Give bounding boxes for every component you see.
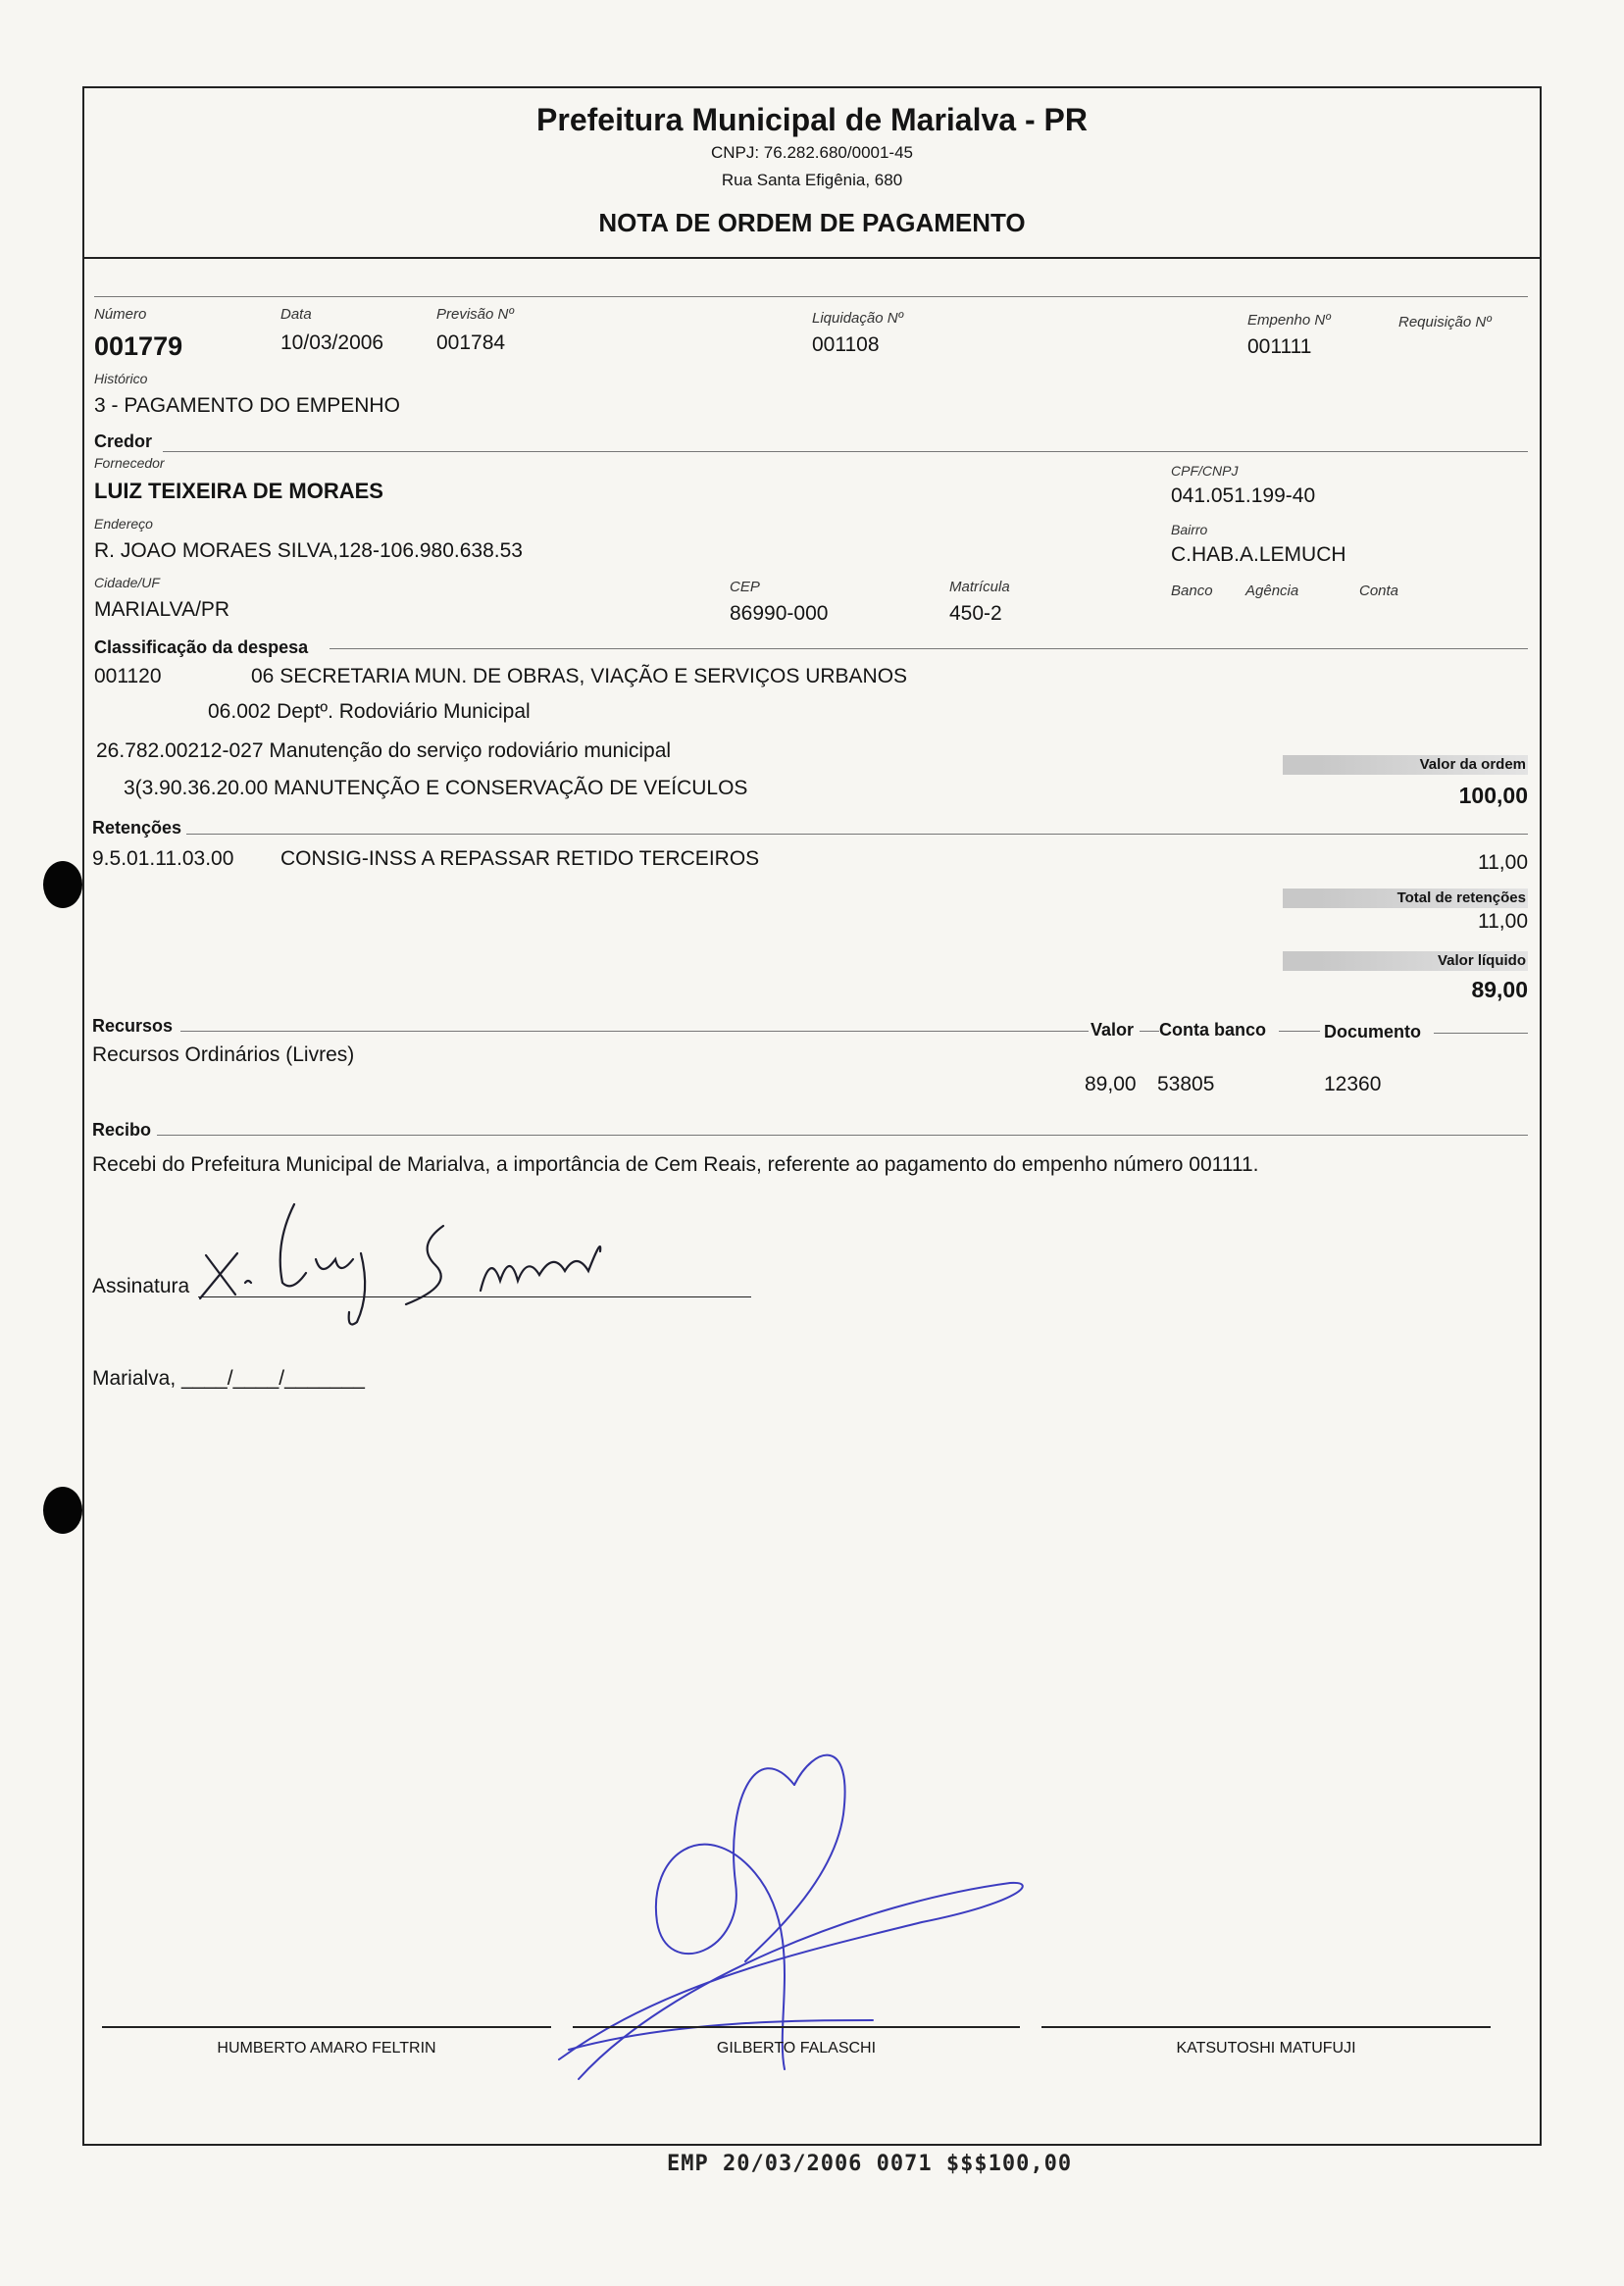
valor-liquido-label: Valor líquido	[1437, 952, 1526, 969]
numero-value: 001779	[94, 331, 183, 361]
data-label: Data	[280, 306, 312, 323]
local-data-label: Marialva, ____/____/_______	[92, 1367, 365, 1390]
matricula-value: 450-2	[949, 602, 1002, 625]
recipient-signature	[186, 1196, 696, 1334]
classificacao-rule	[330, 648, 1528, 649]
classificacao-elemento: 3(3.90.36.20.00 MANUTENÇÃO E CONSERVAÇÃO DE VEÍCULOS	[124, 777, 748, 799]
valor-liquido-box	[1283, 951, 1528, 971]
cep-label: CEP	[730, 579, 760, 595]
signatory-2: GILBERTO FALASCHI	[716, 2040, 877, 2057]
cpf-value: 041.051.199-40	[1171, 484, 1316, 507]
valor-ordem-box	[1283, 755, 1528, 775]
empenho-label: Empenho Nº	[1247, 312, 1331, 329]
data-value: 10/03/2006	[280, 331, 384, 354]
signatory-1: HUMBERTO AMARO FELTRIN	[217, 2040, 436, 2057]
recursos-conta: 53805	[1157, 1073, 1215, 1095]
retencoes-rule	[186, 834, 1528, 835]
recibo-rule	[157, 1135, 1528, 1136]
assinatura-label: Assinatura	[92, 1275, 190, 1297]
classificacao-orgao: 06 SECRETARIA MUN. DE OBRAS, VIAÇÃO E SERVIÇOS URBANOS	[251, 665, 908, 687]
signature-line-1	[102, 2026, 551, 2028]
fornecedor-label: Fornecedor	[94, 455, 165, 471]
header-divider	[82, 257, 1542, 259]
retencoes-section: Retenções	[92, 818, 182, 838]
recursos-valor: 89,00	[1085, 1073, 1137, 1095]
liquidacao-label: Liquidação Nº	[812, 310, 904, 327]
recursos-rule-4	[1434, 1033, 1528, 1034]
recursos-valor-label: Valor	[1091, 1020, 1135, 1040]
total-retencoes-box	[1283, 889, 1528, 908]
punch-hole-lower	[43, 1487, 82, 1534]
conta-label: Conta	[1359, 583, 1399, 599]
valor-ordem-value: 100,00	[1458, 783, 1528, 808]
requisicao-label: Requisição Nº	[1398, 314, 1492, 330]
fornecedor-value: LUIZ TEIXEIRA DE MORAES	[94, 479, 383, 503]
recursos-documento-label: Documento	[1324, 1022, 1421, 1041]
agencia-label: Agência	[1245, 583, 1299, 599]
signature-line-3	[1041, 2026, 1491, 2028]
cidade-label: Cidade/UF	[94, 575, 160, 590]
recursos-fonte: Recursos Ordinários (Livres)	[92, 1043, 355, 1066]
numero-label: Número	[94, 306, 147, 323]
bairro-label: Bairro	[1171, 522, 1208, 537]
punch-hole-upper	[43, 861, 82, 908]
register-stamp: EMP 20/03/2006 0071 $$$100,00	[667, 2152, 1073, 2176]
historico-label: Histórico	[94, 371, 148, 386]
valor-liquido-value: 89,00	[1471, 977, 1528, 1002]
top-thin-divider	[94, 296, 1528, 297]
retencao-code: 9.5.01.11.03.00	[92, 847, 234, 870]
banco-label: Banco	[1171, 583, 1213, 599]
recursos-rule-3	[1279, 1031, 1320, 1032]
signature-line-2	[573, 2026, 1020, 2028]
recursos-rule-2	[1140, 1031, 1159, 1032]
recibo-section: Recibo	[92, 1120, 152, 1140]
cep-value: 86990-000	[730, 602, 829, 625]
bairro-value: C.HAB.A.LEMUCH	[1171, 543, 1346, 566]
recursos-section: Recursos	[92, 1016, 174, 1036]
total-retencoes-value: 11,00	[1478, 910, 1528, 933]
classificacao-unidade: 06.002 Deptº. Rodoviário Municipal	[208, 700, 531, 723]
total-retencoes-label: Total de retenções	[1396, 889, 1526, 906]
retencao-valor: 11,00	[1478, 851, 1528, 874]
historico-value: 3 - PAGAMENTO DO EMPENHO	[94, 394, 400, 417]
empenho-value: 001111	[1247, 335, 1312, 358]
credor-rule	[163, 451, 1528, 452]
classificacao-section: Classificação da despesa	[94, 637, 309, 657]
classificacao-code: 001120	[94, 665, 162, 687]
cpf-label: CPF/CNPJ	[1171, 463, 1239, 479]
address: Rua Santa Efigênia, 680	[721, 171, 903, 189]
matricula-label: Matrícula	[949, 579, 1010, 595]
document-title: NOTA DE ORDEM DE PAGAMENTO	[598, 208, 1026, 237]
endereco-label: Endereço	[94, 516, 153, 532]
endereco-value: R. JOAO MORAES SILVA,128-106.980.638.53	[94, 539, 523, 562]
municipality-title: Prefeitura Municipal de Marialva - PR	[536, 102, 1088, 137]
previsao-value: 001784	[436, 331, 506, 354]
retencao-desc: CONSIG-INSS A REPASSAR RETIDO TERCEIROS	[280, 847, 760, 870]
recursos-documento: 12360	[1324, 1073, 1382, 1095]
cidade-value: MARIALVA/PR	[94, 598, 230, 621]
credor-section: Credor	[94, 432, 153, 451]
valor-ordem-label: Valor da ordem	[1419, 756, 1526, 773]
recibo-text: Recebi do Prefeitura Municipal de Marialva, a importância de Cem Reais, referente ao pagamento do empenho número 001111.	[92, 1153, 1259, 1176]
cnpj: CNPJ: 76.282.680/0001-45	[710, 143, 914, 162]
signatory-3: KATSUTOSHI MATUFUJI	[1176, 2040, 1356, 2057]
classificacao-funcional: 26.782.00212-027 Manutenção do serviço rodoviário municipal	[96, 739, 672, 762]
liquidacao-value: 001108	[812, 333, 880, 356]
previsao-label: Previsão Nº	[436, 306, 514, 323]
recursos-conta-label: Conta banco	[1159, 1020, 1267, 1040]
recursos-rule	[180, 1031, 1089, 1032]
